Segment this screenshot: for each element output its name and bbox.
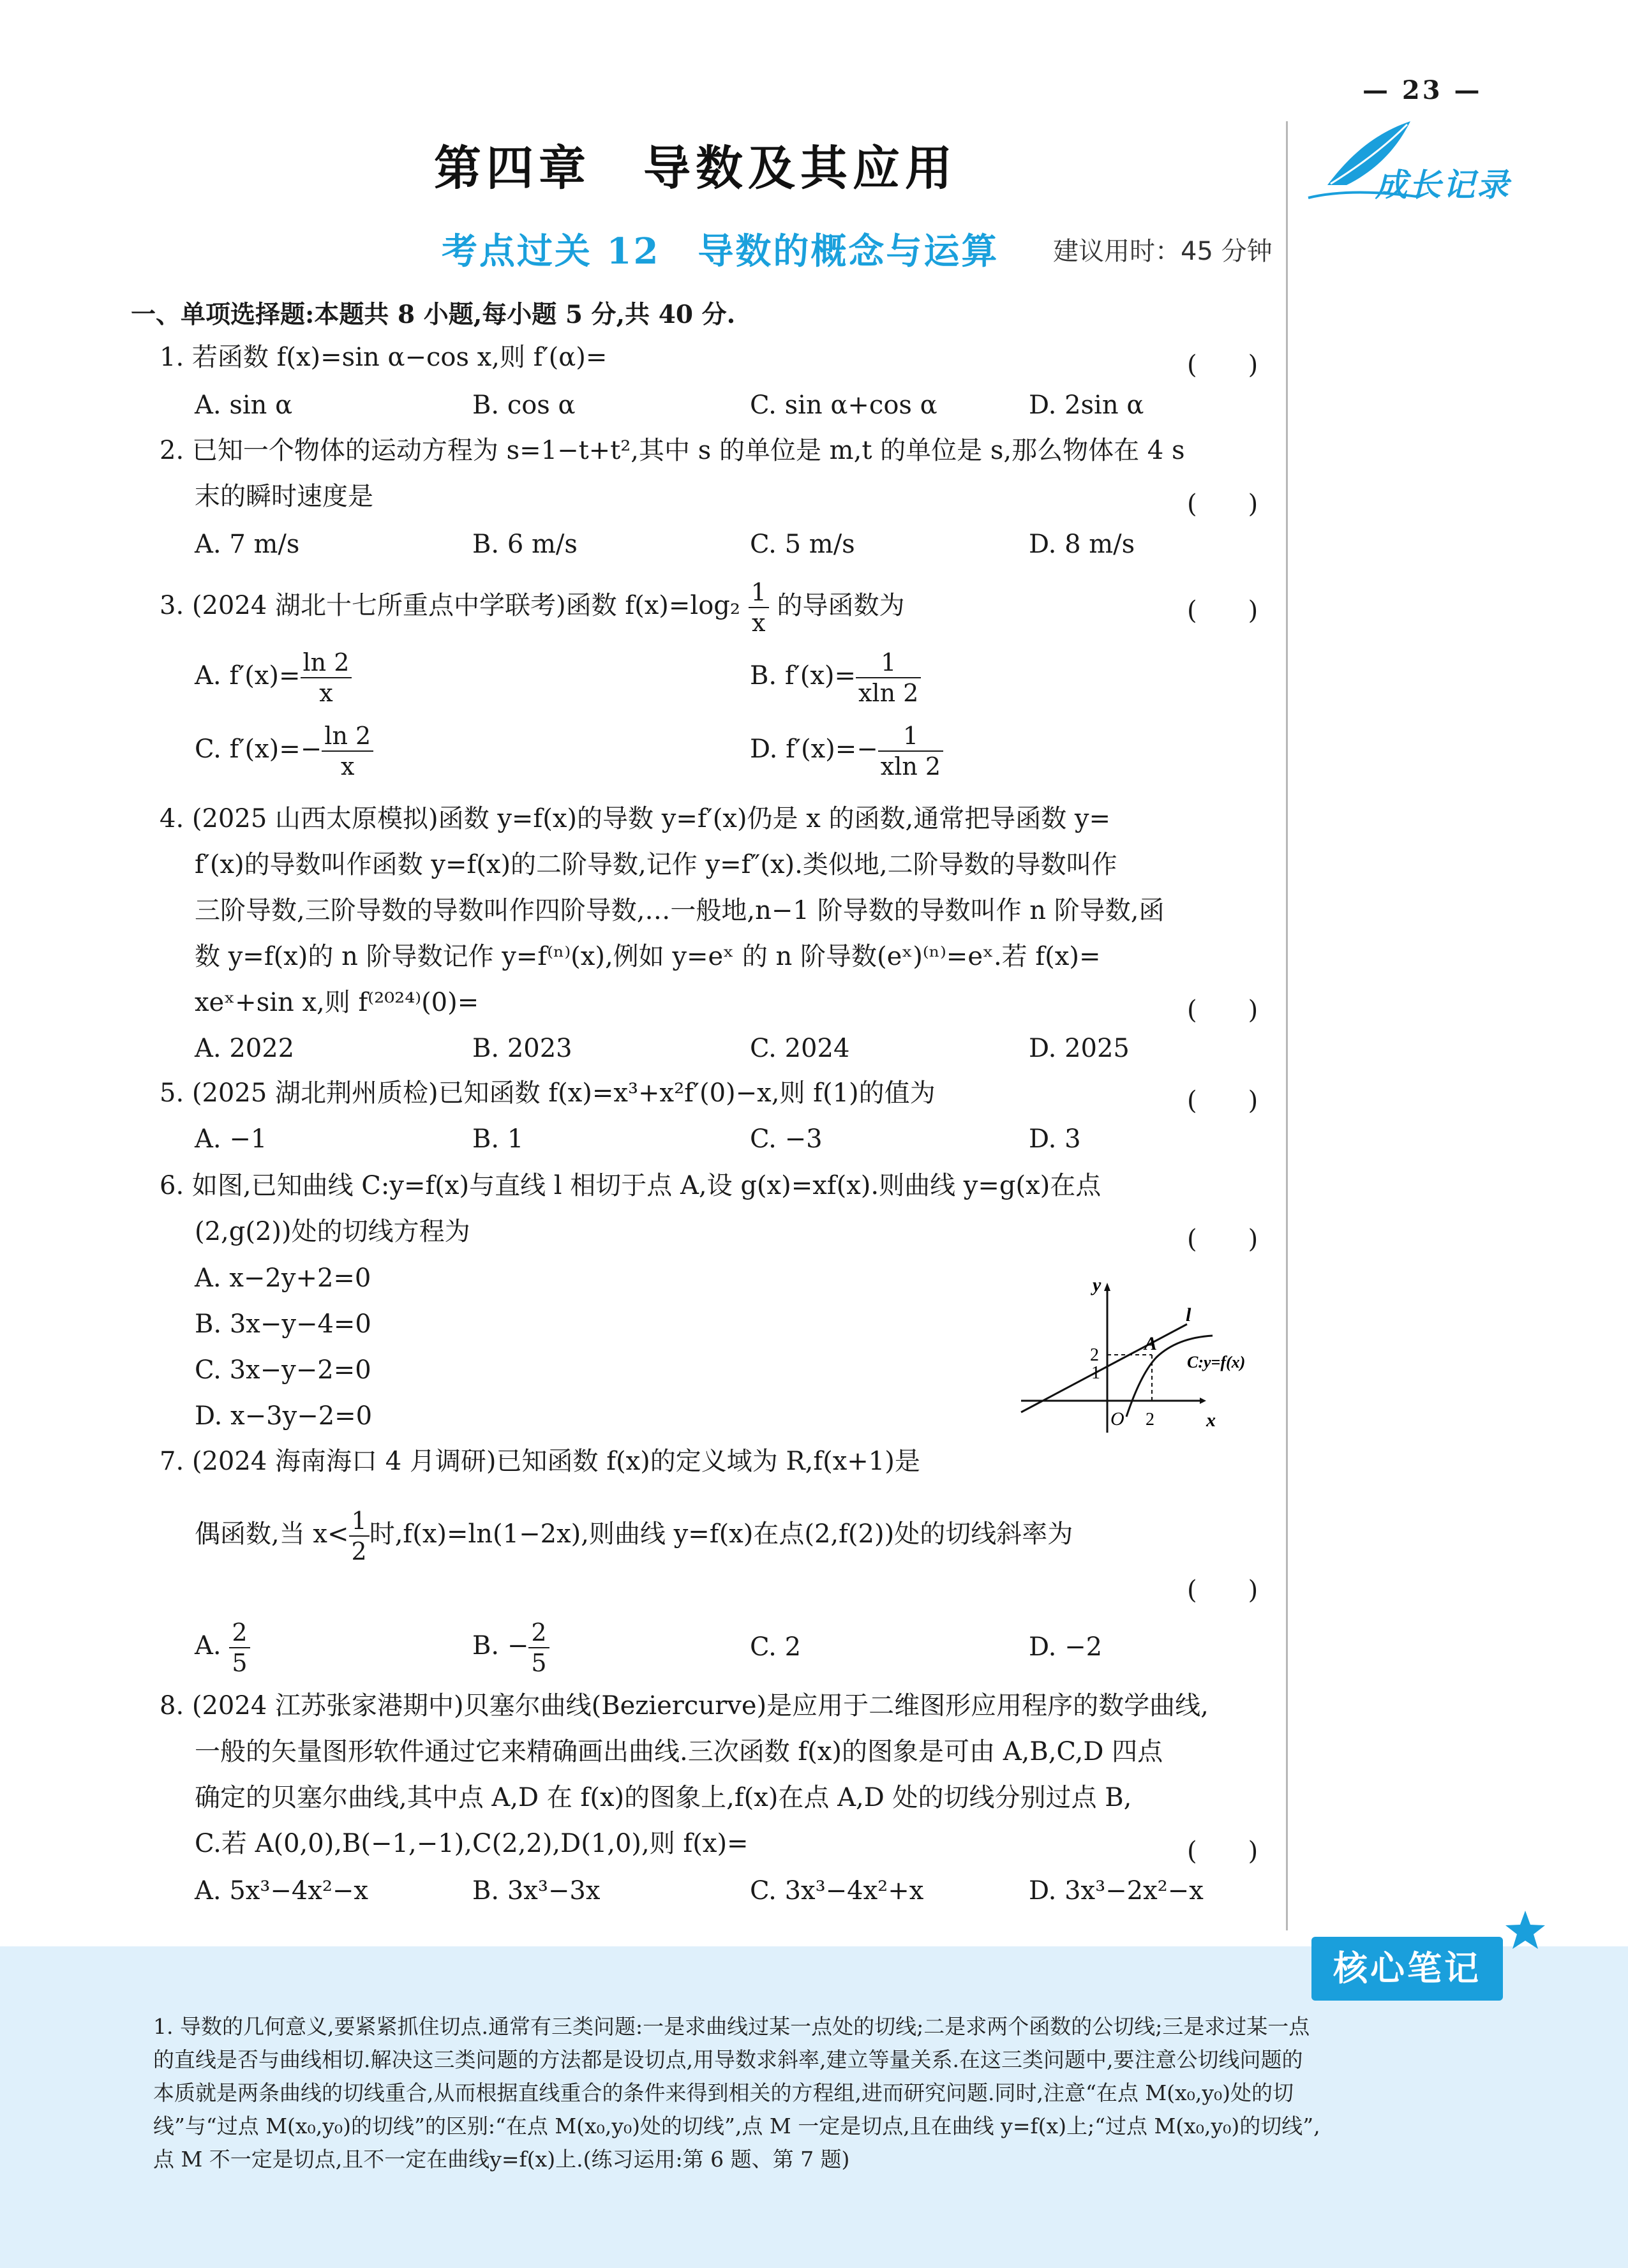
q5-option-d: D. 3 (1029, 1124, 1081, 1154)
q1-option-c: C. sin α+cos α (750, 391, 937, 420)
q7-b-num: 2 (528, 1618, 549, 1648)
graph-point-a: A (1144, 1333, 1158, 1354)
graph-svg (1015, 1273, 1283, 1439)
core-notes-badge: 核心笔记 (1311, 1937, 1503, 2001)
question-3-text (160, 578, 905, 638)
question-4-text: 4. (2025 山西太原模拟)函数 y=f(x)的导数 y=f′(x)仍是 x 的函数,通常把导函数 y= (160, 804, 1111, 833)
q7-line2-prefix: 偶函数,当 x< (195, 1519, 349, 1549)
q1-option-a: A. sin α (195, 391, 293, 420)
q3-c-fraction (322, 721, 373, 781)
q3-suffix: 的导函数为 (768, 591, 905, 620)
q3-option-d (750, 721, 943, 781)
q7-b-den: 5 (531, 1649, 547, 1677)
q7-a-label: A. (195, 1631, 230, 1660)
tangent-line-graph (1015, 1273, 1283, 1439)
q7-line2-den: 2 (351, 1537, 367, 1565)
q3-d-den: xln 2 (880, 752, 941, 780)
q6-option-a: A. x−2y+2=0 (195, 1264, 371, 1293)
answer-blank-8: ( ) (1187, 1837, 1258, 1866)
q3-a-num: ln 2 (301, 648, 352, 678)
q3-a-fraction (301, 648, 352, 708)
q2-option-d: D. 8 m/s (1029, 530, 1135, 559)
q3-c-label: C. f′(x)=− (195, 735, 322, 764)
q3-c-den: x (341, 752, 355, 780)
q3-frac-num: 1 (749, 578, 769, 608)
question-8-text-3: 确定的贝塞尔曲线,其中点 A,D 在 f(x)的图象上,f(x)在点 A,D 处的切线分别过点 B, (195, 1783, 1132, 1812)
q8-option-d: D. 3x³−2x²−x (1029, 1876, 1204, 1906)
question-2-text-cont: 末的瞬时速度是 (195, 482, 373, 511)
answer-blank-3: ( ) (1187, 596, 1258, 625)
q7-option-b (472, 1618, 549, 1678)
answer-blank-4: ( ) (1187, 996, 1258, 1025)
question-7-text: 7. (2024 海南海口 4 月调研)已知函数 f(x)的定义域为 R,f(x+1)是 (160, 1447, 920, 1476)
graph-curve-label: C:y=f(x) (1187, 1353, 1246, 1371)
q7-option-d: D. −2 (1029, 1632, 1103, 1662)
answer-blank-1: ( ) (1187, 350, 1258, 380)
question-8-text: 8. (2024 江苏张家港期中)贝塞尔曲线(Beziercurve)是应用于二维图形应用程序的数学曲线, (160, 1691, 1209, 1720)
q6-option-c: C. 3x−y−2=0 (195, 1355, 371, 1385)
q4-option-c: C. 2024 (750, 1034, 850, 1063)
q6-option-b: B. 3x−y−4=0 (195, 1309, 371, 1339)
q6-option-d: D. x−3y−2=0 (195, 1401, 373, 1431)
q2-option-b: B. 6 m/s (472, 530, 578, 559)
x-axis-arrow (1200, 1398, 1206, 1404)
q5-option-c: C. −3 (750, 1124, 823, 1154)
q1-option-d: D. 2sin α (1029, 391, 1144, 420)
q1-option-b: B. cos α (472, 391, 576, 420)
q2-option-a: A. 7 m/s (195, 530, 300, 559)
q3-b-fraction (856, 648, 921, 708)
q7-b-label: B. − (472, 1631, 529, 1660)
q7-option-c: C. 2 (750, 1632, 802, 1662)
q7-option-a (195, 1618, 250, 1678)
q8-option-b: B. 3x³−3x (472, 1876, 601, 1906)
q3-b-num: 1 (856, 648, 921, 678)
graph-tick-2-y: 2 (1090, 1345, 1099, 1365)
q7-a-den: 5 (232, 1649, 248, 1677)
q5-option-a: A. −1 (195, 1124, 267, 1154)
tangent-line-l (1021, 1324, 1187, 1412)
question-4-text-4: 数 y=f(x)的 n 阶导数记作 y=f⁽ⁿ⁾(x),例如 y=eˣ 的 n 阶导数(eˣ)⁽ⁿ⁾=eˣ.若 f(x)= (195, 942, 1101, 971)
q7-line2-fraction (349, 1506, 370, 1566)
question-4-text-2: f′(x)的导数叫作函数 y=f(x)的二阶导数,记作 y=f″(x).类似地,二阶导数的导数叫作 (195, 850, 1117, 879)
graph-y-label: y (1093, 1274, 1102, 1295)
graph-line-l: l (1186, 1304, 1191, 1325)
vertical-rule (1286, 121, 1288, 1930)
q8-option-c: C. 3x³−4x²+x (750, 1876, 924, 1906)
q5-option-b: B. 1 (472, 1124, 524, 1154)
q3-option-b (750, 648, 921, 708)
q3-a-den: x (319, 679, 333, 707)
question-7-text-cont (195, 1506, 1073, 1566)
page-number: — 23 — (1363, 75, 1482, 105)
q4-option-a: A. 2022 (195, 1034, 295, 1063)
graph-tick-1-y: 1 (1091, 1363, 1100, 1383)
q3-d-label: D. f′(x)=− (750, 735, 878, 764)
answer-blank-2: ( ) (1187, 489, 1258, 519)
q3-c-num: ln 2 (322, 721, 373, 752)
curve-c (1126, 1336, 1213, 1417)
logo-text: 成长记录 (1375, 166, 1511, 204)
question-4-text-3: 三阶导数,三阶导数的导数叫作四阶导数,…一般地,n−1 阶导数的导数叫作 n 阶导数,函 (195, 896, 1165, 925)
question-4-text-5: xeˣ+sin x,则 f⁽²⁰²⁴⁾(0)= (195, 988, 479, 1017)
question-2-text: 2. 已知一个物体的运动方程为 s=1−t+t²,其中 s 的单位是 m,t 的单位是 s,那么物体在 4 s (160, 436, 1185, 465)
answer-blank-6: ( ) (1187, 1225, 1258, 1254)
q7-b-fraction (528, 1618, 549, 1678)
q7-a-fraction (229, 1618, 250, 1678)
core-notes-text: 1. 导数的几何意义,要紧紧抓住切点.通常有三类问题:一是求曲线过某一点处的切线;二是求两个函数的公切线;三是求过某一点的直线是否与曲线相切.解决这三类问题的方法都是设切点,用导数求斜率,建立等量关系.在这三类问题中,要注意公切线问题的本质就是两条曲线的切线重合,从而根据直线重合的条件来得到相关的方程组,进而研究问题.同时,注意“在点 M(x₀,y₀)处的切线”与“过点 M(x₀,y₀)的切线”的区别:“在点 M(x₀,y₀)处的切线”,点 M 一定是切点,且在曲线 y=f(x)上;“过点 M(x₀,y₀)的切线”,点 M 不一定是切点,且不一定在曲线y=f(x)上.(练习运用:第 6 题、第 7 题) (153, 2014, 1320, 2172)
question-8-text-2: 一般的矢量图形软件通过它来精确画出曲线.三次函数 f(x)的图象是可由 A,B,C,D 四点 (195, 1737, 1163, 1766)
question-6-text: 6. 如图,已知曲线 C:y=f(x)与直线 l 相切于点 A,设 g(x)=xf(x).则曲线 y=g(x)在点 (160, 1171, 1102, 1200)
q3-a-label: A. f′(x)= (195, 661, 301, 690)
q7-a-num: 2 (229, 1618, 250, 1648)
topic-title: 考点过关 12 导数的概念与运算 (442, 230, 999, 272)
q4-option-b: B. 2023 (472, 1034, 572, 1063)
section-heading: 一、单项选择题:本题共 8 小题,每小题 5 分,共 40 分. (131, 300, 736, 329)
question-6-text-cont: (2,g(2))处的切线方程为 (195, 1217, 470, 1246)
q3-option-c (195, 721, 373, 781)
q3-frac-den: x (752, 609, 766, 637)
y-axis-arrow (1104, 1283, 1110, 1291)
q3-d-fraction (878, 721, 943, 781)
q7-line2-num: 1 (349, 1506, 370, 1537)
graph-x-label: x (1206, 1410, 1216, 1431)
question-1-text: 1. 若函数 f(x)=sin α−cos x,则 f′(α)= (160, 343, 608, 372)
q3-fraction (749, 578, 769, 638)
question-8-text-4: C.若 A(0,0),B(−1,−1),C(2,2),D(1,0),则 f(x)= (195, 1829, 749, 1858)
answer-blank-7: ( ) (1187, 1576, 1258, 1605)
star-icon (1503, 1908, 1548, 1953)
q4-option-d: D. 2025 (1029, 1034, 1130, 1063)
q3-d-num: 1 (878, 721, 943, 752)
q3-prefix: 3. (2024 湖北十七所重点中学联考)函数 f(x)=log₂ (160, 591, 749, 620)
growth-record-logo (1302, 108, 1576, 211)
time-hint: 建议用时：45 分钟 (1053, 237, 1273, 266)
q3-option-a (195, 648, 352, 708)
graph-origin-label: O (1110, 1408, 1124, 1429)
answer-blank-5: ( ) (1187, 1086, 1258, 1115)
q2-option-c: C. 5 m/s (750, 530, 855, 559)
q3-b-den: xln 2 (858, 679, 919, 707)
q3-b-label: B. f′(x)= (750, 661, 856, 690)
question-5-text: 5. (2025 湖北荆州质检)已知函数 f(x)=x³+x²f′(0)−x,则 f(1)的值为 (160, 1078, 936, 1108)
graph-tick-2-x: 2 (1146, 1410, 1154, 1429)
q7-line2-suffix: 时,f(x)=ln(1−2x),则曲线 y=f(x)在点(2,f(2))处的切线斜率为 (369, 1519, 1073, 1549)
chapter-title: 第四章 导数及其应用 (434, 141, 957, 196)
q8-option-a: A. 5x³−4x²−x (195, 1876, 368, 1906)
